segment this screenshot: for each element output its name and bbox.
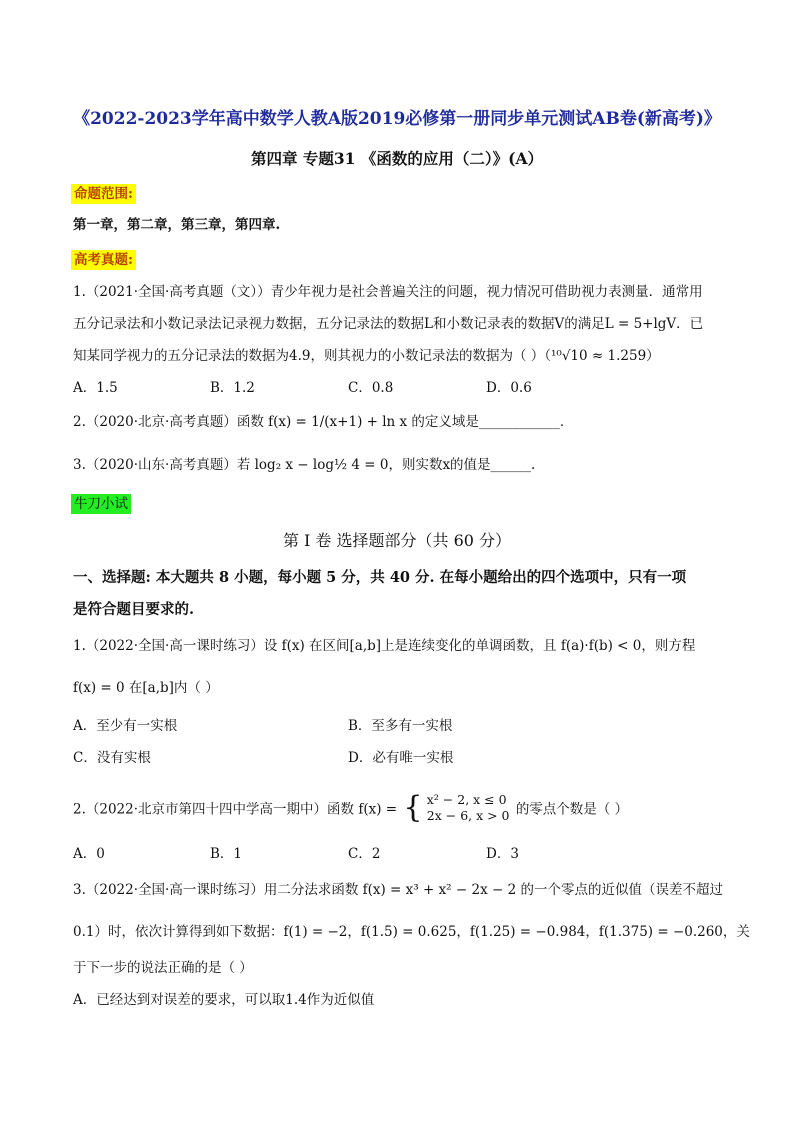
option-c: C．0.8	[348, 380, 394, 396]
option-a: A．0	[73, 846, 105, 862]
option-c: C．2	[348, 846, 381, 862]
question-1-line-2: f(x) = 0 在[a,b]内（ ）	[73, 680, 219, 696]
option-d: D．0.6	[486, 380, 532, 396]
question-2-prefix: 2.（2022·北京市第四十四中学高一期中）函数 f(x) =	[73, 801, 398, 818]
instruction-line-1: 一、选择题: 本大题共 8 小题，每小题 5 分，共 40 分. 在每小题给出的四个选项中，只有一项	[73, 569, 687, 586]
real-label: 高考真题:	[71, 250, 136, 270]
doc-title: 《2022-2023学年高中数学人教A版2019必修第一册同步单元测试AB卷(新高考)》	[73, 109, 721, 129]
question-2-suffix: 的零点个数是（ ）	[515, 801, 629, 818]
question-real-1-line-3: 知某同学视力的五分记录法的数据为4.9，则其视力的小数记录法的数据为（ ）（¹⁰√10 ≈ 1.259）	[73, 348, 660, 364]
scope-text: 第一章，第二章，第三章，第四章.	[73, 217, 281, 233]
piecewise-cases	[427, 792, 510, 824]
option-d: D．3	[486, 846, 519, 862]
option-b: B．至多有一实根	[348, 718, 453, 734]
instruction-line-2: 是符合题目要求的.	[73, 601, 195, 618]
practice-label: 牛刀小试	[71, 494, 131, 514]
piecewise-case-2: 2x − 6, x > 0	[426, 808, 510, 823]
option-b: B．1.2	[210, 380, 255, 396]
option-a: A．1.5	[73, 380, 118, 396]
question-1-line-1: 1.（2022·全国·高一课时练习）设 f(x) 在区间[a,b]上是连续变化的单调函数，且 f(a)·f(b) < 0，则方程	[73, 638, 696, 654]
question-3-line-1: 3.（2022·全国·高一课时练习）用二分法求函数 f(x) = x³ + x² − 2x − 2 的一个零点的近似值（误差不超过	[73, 882, 723, 898]
question-3-option-a: A．已经达到对误差的要求，可以取1.4作为近似值	[73, 992, 375, 1008]
question-real-2: 2.（2020·北京·高考真题）函数 f(x) = 1/(x+1) + ln x 的定义域是____________．	[73, 414, 574, 430]
question-real-1-line-1: 1.（2021·全国·高考真题（文））青少年视力是社会普遍关注的问题，视力情况可借助视力表测量．通常用	[73, 284, 703, 300]
piecewise-brace: {	[403, 790, 423, 825]
question-2	[73, 790, 629, 826]
section-title: 第 I 卷 选择题部分（共 60 分）	[282, 531, 512, 550]
option-d: D．必有唯一实根	[348, 750, 454, 766]
question-3-line-3: 于下一步的说法正确的是（ ）	[73, 960, 253, 976]
scope-label: 命题范围:	[71, 184, 136, 204]
option-b: B．1	[210, 846, 243, 862]
question-real-1-line-2: 五分记录法和小数记录法记录视力数据，五分记录法的数据L和小数记录表的数据V的满足L = 5+lgV．已	[73, 316, 704, 332]
question-3-line-2: 0.1）时，依次计算得到如下数据：f(1) = −2，f(1.5) = 0.625，f(1.25) = −0.984，f(1.375) = −0.260，关	[73, 924, 750, 940]
piecewise-function	[403, 792, 509, 824]
doc-subtitle: 第四章 专题31 《函数的应用（二）》(A）	[251, 149, 543, 168]
option-a: A．至少有一实根	[73, 718, 178, 734]
question-real-3: 3.（2020·山东·高考真题）若 log₂ x − log½ 4 = 0，则实数x的值是______.	[73, 457, 536, 473]
piecewise-case-1: x² − 2, x ≤ 0	[426, 792, 507, 807]
option-c: C．没有实根	[73, 750, 151, 766]
